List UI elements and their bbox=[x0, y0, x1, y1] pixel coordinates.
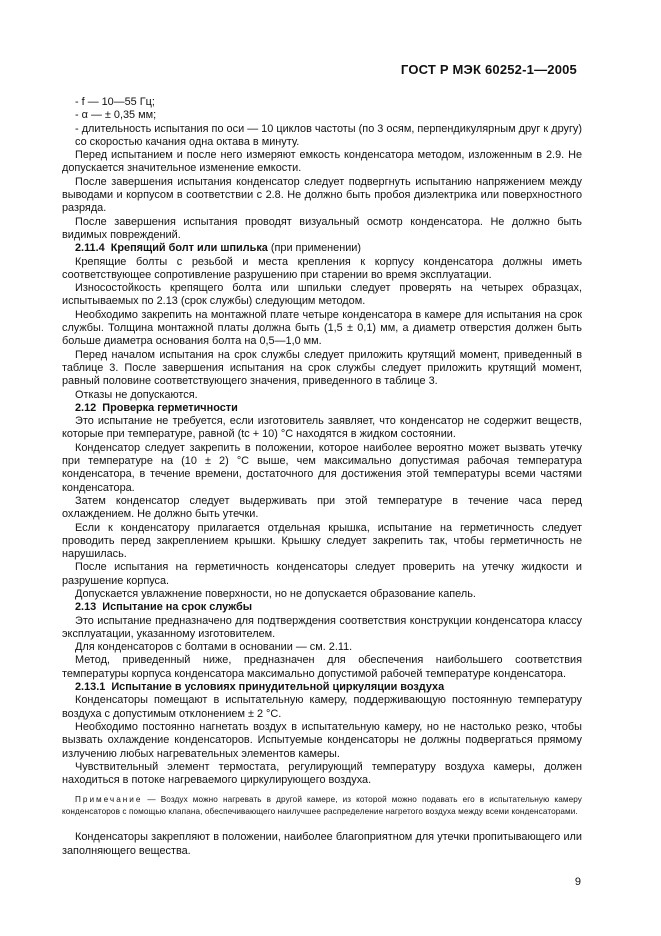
paragraph: Если к конденсатору прилагается отдельная крышка, испытание на герметичность следует проводить перед закреплением крышки. Крышку следует закрепить так, чтобы герметичность не нарушилась. bbox=[62, 521, 582, 561]
section-suffix: (при применении) bbox=[267, 242, 362, 255]
document-header: ГОСТ Р МЭК 60252-1—2005 bbox=[400, 62, 577, 77]
section-title: Испытание в условиях принудительной циркуляции воздуха bbox=[111, 681, 445, 694]
list-item: - f — 10—55 Гц; bbox=[75, 96, 155, 108]
section-heading bbox=[62, 402, 582, 415]
section-title: Испытание на срок службы bbox=[102, 601, 253, 614]
section-number: 2.13 bbox=[75, 601, 97, 614]
paragraph: Отказы не допускаются. bbox=[75, 388, 198, 401]
list-item: - α — ± 0,35 мм; bbox=[75, 109, 157, 122]
paragraph: Конденсаторы помещают в испытательную камеру, поддерживающую постоянную температуру воздуха с допустимым отклонением ± 2 °С. bbox=[62, 694, 582, 720]
paragraph: Износостойкость крепящего болта или шпильки следует проверять на четырех образцах, испытываемых по 2.13 (срок службы) следующим методом. bbox=[62, 282, 582, 308]
paragraph: После завершения испытания проводят визуальный осмотр конденсатора. Не должно быть видимых повреждений. bbox=[62, 215, 582, 241]
paragraph: Крепящие болты с резьбой и места крепления к корпусу конденсатора должны иметь соответствующее сопротивление разрушению при старении во время эксплуатации. bbox=[62, 255, 582, 281]
section-number: 2.13.1 bbox=[75, 681, 106, 694]
paragraph: Конденсаторы закрепляют в положении, наиболее благоприятном для утечки пропитывающего или заполняющего вещества. bbox=[62, 831, 582, 857]
paragraph: Чувствительный элемент термостата, регулирующий температуру воздуха камеры, должен находиться в потоке нагреваемого циркулирующего воздуха. bbox=[62, 760, 582, 787]
section-title: Проверка герметичности bbox=[102, 401, 238, 414]
section-title: Крепящий болт или шпилька bbox=[110, 242, 268, 255]
section-number: 2.11.4 bbox=[75, 242, 105, 255]
page-number: 9 bbox=[574, 876, 581, 888]
paragraph: Перед началом испытания на срок службы следует приложить крутящий момент, приведенный в таблице 3. После завершения испытания на срок службы следует приложить крутящий момент, равный половине соответствующего значения, приведенного в таблице 3. bbox=[62, 348, 582, 388]
paragraph: Перед испытанием и после него измеряют емкость конденсатора методом, изложенным в 2.9. Не допускается значительное изменение емкости. bbox=[62, 149, 582, 175]
paragraph: Конденсатор следует закрепить в положении, которое наиболее вероятно может вызвать утечку при температуре на (10 ± 2) °С выше, чем максимально допустимая рабочая температура конденсатора, в течение времени, достаточного для достижения этой температуры всеми частями конденсатора. bbox=[62, 441, 582, 494]
paragraph: Затем конденсатор следует выдерживать при этой температуре в течение часа перед охлаждением. Не должно быть утечки. bbox=[62, 494, 582, 521]
section-heading bbox=[62, 242, 582, 255]
paragraph: Для конденсаторов с болтами в основании — см. 2.11. bbox=[75, 641, 353, 654]
section-heading bbox=[62, 601, 582, 614]
paragraph: Необходимо закрепить на монтажной плате четыре конденсатора в камере для испытания на срок службы. Толщина монтажной платы должна быть (1,5 ± 0,1) мм, а диаметр отверстия должен быть больше диаметра основания болта на 0,5—1,0 мм. bbox=[62, 308, 582, 348]
note bbox=[62, 794, 582, 817]
section-heading bbox=[62, 681, 582, 694]
paragraph: Необходимо постоянно нагнетать воздух в испытательную камеру, но не настолько резко, чтобы вызвать охлаждение конденсаторов. Испытуемые конденсаторы не должны подвергаться прямому излучению любых нагревательных элементов камеры. bbox=[62, 720, 582, 760]
section-number: 2.12 bbox=[75, 401, 97, 414]
note-label: Примечание bbox=[75, 795, 143, 805]
paragraph: После завершения испытания конденсатор следует подвергнуть испытанию напряжением между выводами и корпусом в соответствии с 2.8. Не должно быть пробоя диэлектрика или поверхностного разряда. bbox=[62, 175, 582, 215]
paragraph: Это испытание предназначено для подтверждения соответствия конструкции конденсатора классу эксплуатации, указанному изготовителем. bbox=[62, 614, 582, 640]
paragraph: Метод, приведенный ниже, предназначен для обеспечения наибольшего соответствия температуры корпуса конденсатора максимально допустимой рабочей температуре конденсатора. bbox=[62, 654, 582, 680]
document-body bbox=[62, 96, 582, 858]
note-text: — Воздух можно нагревать в другой камере, из которой можно подавать его в испытательную камеру конденсаторов с помощью клапана, обеспечивающего наилучшее распределение нагретого воздуха между всеми конденсаторами. bbox=[62, 795, 582, 816]
paragraph: Допускается увлажнение поверхности, но не допускается образование капель. bbox=[75, 587, 476, 600]
list-item: - длительность испытания по оси — 10 циклов частоты (по 3 осям, перпендикулярным друг к другу) со скоростью качания одна октава в минуту. bbox=[75, 122, 582, 148]
paragraph: Это испытание не требуется, если изготовитель заявляет, что конденсатор не содержит веществ, которые при температуре, равной (tc + 10) °С находятся в жидком состоянии. bbox=[62, 415, 582, 441]
paragraph: После испытания на герметичность конденсаторы следует проверить на утечку жидкости и разрушение корпуса. bbox=[62, 561, 582, 587]
